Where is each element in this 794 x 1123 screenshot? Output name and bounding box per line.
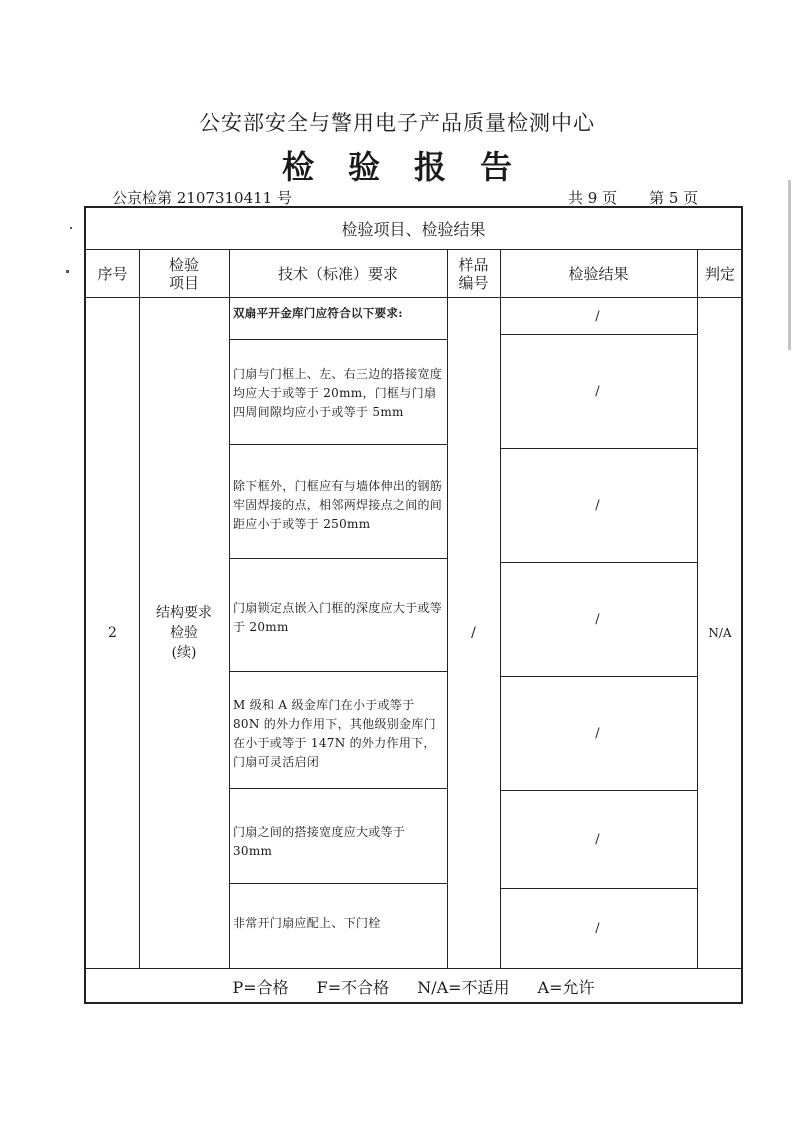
scan-edge	[788, 180, 791, 350]
header-requirement: 技术（标准）要求	[229, 250, 447, 298]
row-seq: 2	[108, 625, 117, 641]
grid-line	[229, 671, 447, 672]
header-result: 检验结果	[500, 250, 697, 298]
report-number: 公京检第 2107310411 号	[112, 189, 292, 207]
grid-line	[500, 562, 697, 563]
requirement-text: 双扇平开金库门应符合以下要求:	[233, 305, 403, 320]
result-value: /	[595, 308, 600, 324]
title-char: 报	[414, 148, 447, 186]
row-item: 结构要求 检验 (续)	[156, 605, 212, 661]
result-value: /	[595, 611, 600, 627]
requirement-text: 非常开门扇应配上、下门栓	[233, 915, 381, 930]
header-seq: 序号	[86, 250, 139, 298]
scan-mark	[70, 227, 72, 229]
grid-line	[229, 558, 447, 559]
organization-name: 公安部安全与警用电子产品质量检测中心	[199, 111, 595, 135]
grid-line	[229, 250, 230, 968]
title-char: 验	[347, 148, 380, 186]
legend-pass: P=合格	[232, 978, 289, 997]
row-verdict: N/A	[708, 626, 732, 640]
total-pages: 共 9 页	[568, 189, 618, 207]
grid-line	[229, 339, 447, 340]
legend-allow: A=允许	[537, 978, 595, 997]
header-sample-no: 样品 编号	[447, 250, 500, 298]
grid-line	[229, 883, 447, 884]
row-sample-no: /	[471, 625, 476, 641]
legend-na: N/A=不适用	[417, 978, 510, 997]
legend-fail: F=不合格	[316, 978, 390, 997]
title-char: 告	[480, 148, 513, 186]
requirement-text: 门扇锁定点嵌入门框的深度应大于或等于 20mm	[233, 601, 443, 634]
grid-line	[229, 444, 447, 445]
table-caption: 检验项目、检验结果	[86, 208, 741, 250]
requirement-text: 除下框外，门框应有与墙体伸出的钢筋牢固焊接的点，相邻两焊接点之间的间距应小于或等于 250mm	[233, 478, 443, 531]
legend	[86, 968, 741, 1004]
result-value: /	[595, 920, 600, 936]
grid-line	[500, 888, 697, 889]
title-char: 检	[281, 148, 314, 186]
grid-line	[229, 788, 447, 789]
page-indicator	[568, 187, 698, 208]
header-item: 检验 项目	[139, 250, 229, 298]
grid-line	[500, 676, 697, 677]
inspection-table	[84, 206, 743, 1004]
grid-line	[500, 448, 697, 449]
grid-line	[500, 790, 697, 791]
requirement-text: 门扇与门框上、左、右三边的搭接宽度均应大于或等于 20mm，门框与门扇四周间隙均应小于或等于 5mm	[233, 366, 443, 419]
result-value: /	[595, 383, 600, 399]
scan-mark	[66, 270, 69, 273]
current-page: 第 5 页	[649, 189, 699, 207]
requirement-text: 门扇之间的搭接宽度应大或等于 30mm	[233, 825, 406, 858]
header-verdict: 判定	[697, 250, 743, 298]
result-value: /	[595, 497, 600, 513]
requirement-text: M 级和 A 级金库门在小于或等于 80N 的外力作用下，其他级别金库门在小于或等于 147N 的外力作用下，门扇可灵活启闭	[233, 698, 436, 769]
report-title	[0, 142, 794, 188]
grid-line	[500, 334, 697, 335]
result-value: /	[595, 831, 600, 847]
result-value: /	[595, 725, 600, 741]
